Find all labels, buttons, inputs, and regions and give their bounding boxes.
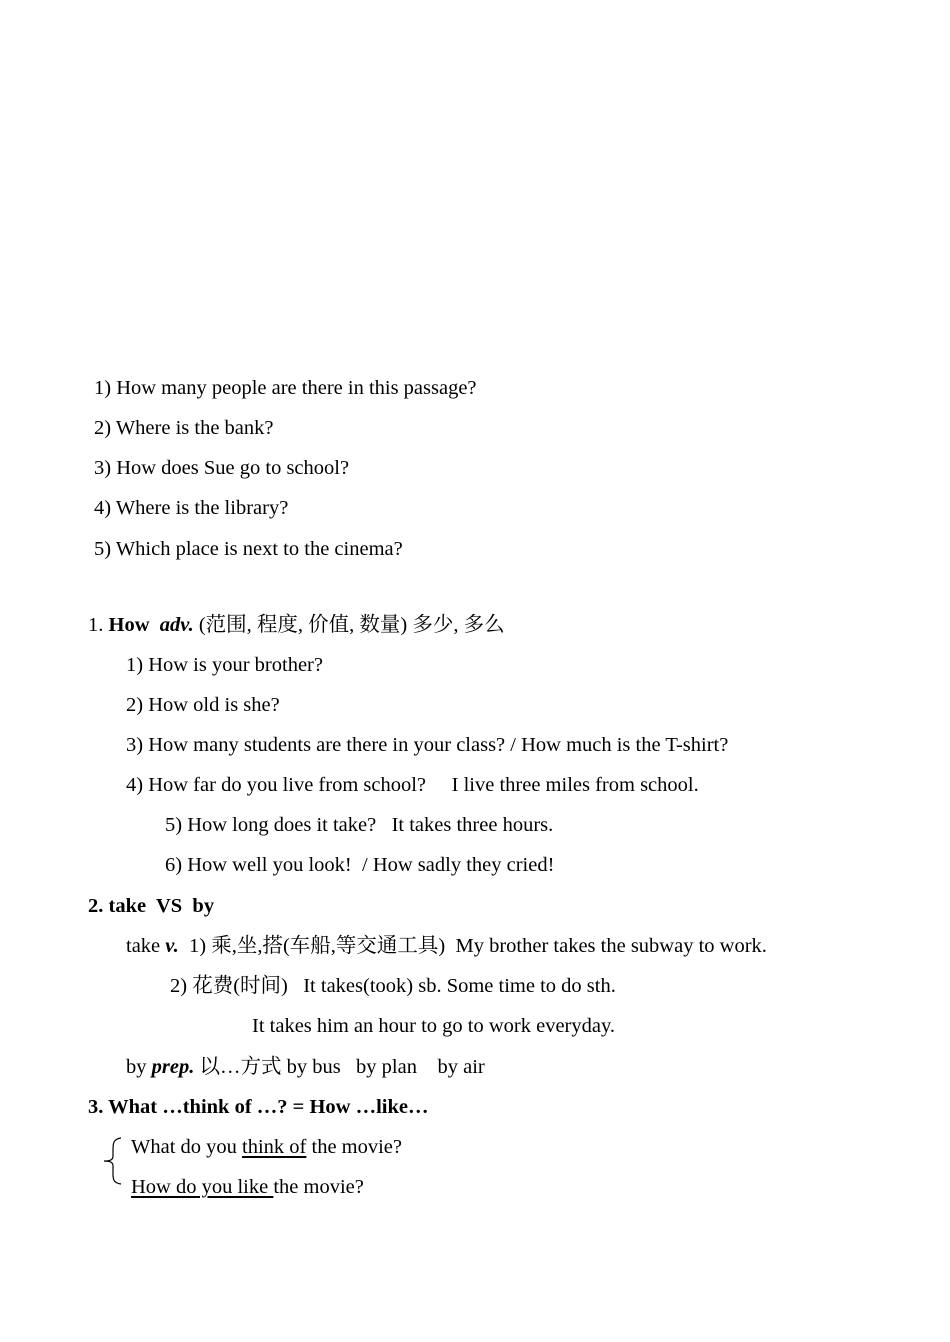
take-pos: v.: [165, 935, 179, 957]
how-example-5: 5) How long does it take? It takes three hours.: [165, 814, 554, 836]
section-1-pos: adv.: [159, 614, 194, 636]
section-3-heading: 3. What …think of …? = How …like…: [88, 1096, 429, 1118]
by-pos: prep.: [151, 1056, 195, 1078]
how-example-4: 4) How far do you live from school? I live three miles from school.: [126, 774, 699, 796]
question-4: 4) Where is the library?: [94, 497, 289, 519]
question-3: 3) How does Sue go to school?: [94, 457, 350, 479]
how-example-6: 6) How well you look! / How sadly they cried!: [165, 854, 555, 876]
how-example-2: 2) How old is she?: [126, 694, 280, 716]
how-example-3: 3) How many students are there in your class? / How much is the T-shirt?: [126, 734, 729, 756]
by-definition: [126, 1055, 485, 1079]
question-1: 1) How many people are there in this passage?: [94, 377, 477, 399]
section-1-heading: [88, 613, 505, 637]
take-definition-1: [126, 934, 767, 958]
by-text: 以…方式 by bus by plan by air: [199, 1056, 485, 1078]
section-1-word: How: [108, 614, 150, 636]
by-word: by: [126, 1056, 147, 1078]
question-2: 2) Where is the bank?: [94, 417, 274, 439]
question-5: 5) Which place is next to the cinema?: [94, 538, 403, 560]
section-2-heading: 2. take VS by: [88, 895, 215, 917]
section-1-number: 1.: [88, 614, 104, 636]
take-word: take: [126, 935, 161, 957]
section-1-meaning: (范围, 程度, 价值, 数量) 多少, 多么: [198, 614, 505, 636]
how-do-you-like-underlined: How do you like: [131, 1176, 274, 1198]
take-sense-1: 1) 乘,坐,搭(车船,等交通工具) My brother takes the subway to work.: [189, 935, 767, 957]
how-example-1: 1) How is your brother?: [126, 654, 323, 676]
left-brace-icon: [101, 1136, 123, 1186]
section-3-line-2: How do you like the movie?: [131, 1176, 364, 1198]
think-of-underlined: think of: [242, 1136, 307, 1158]
take-sense-2: 2) 花费(时间) It takes(took) sb. Some time to do sth.: [170, 975, 616, 997]
section-3-line-1: What do you think of the movie?: [131, 1136, 403, 1158]
take-sense-2-example: It takes him an hour to go to work everyday.: [252, 1015, 616, 1037]
